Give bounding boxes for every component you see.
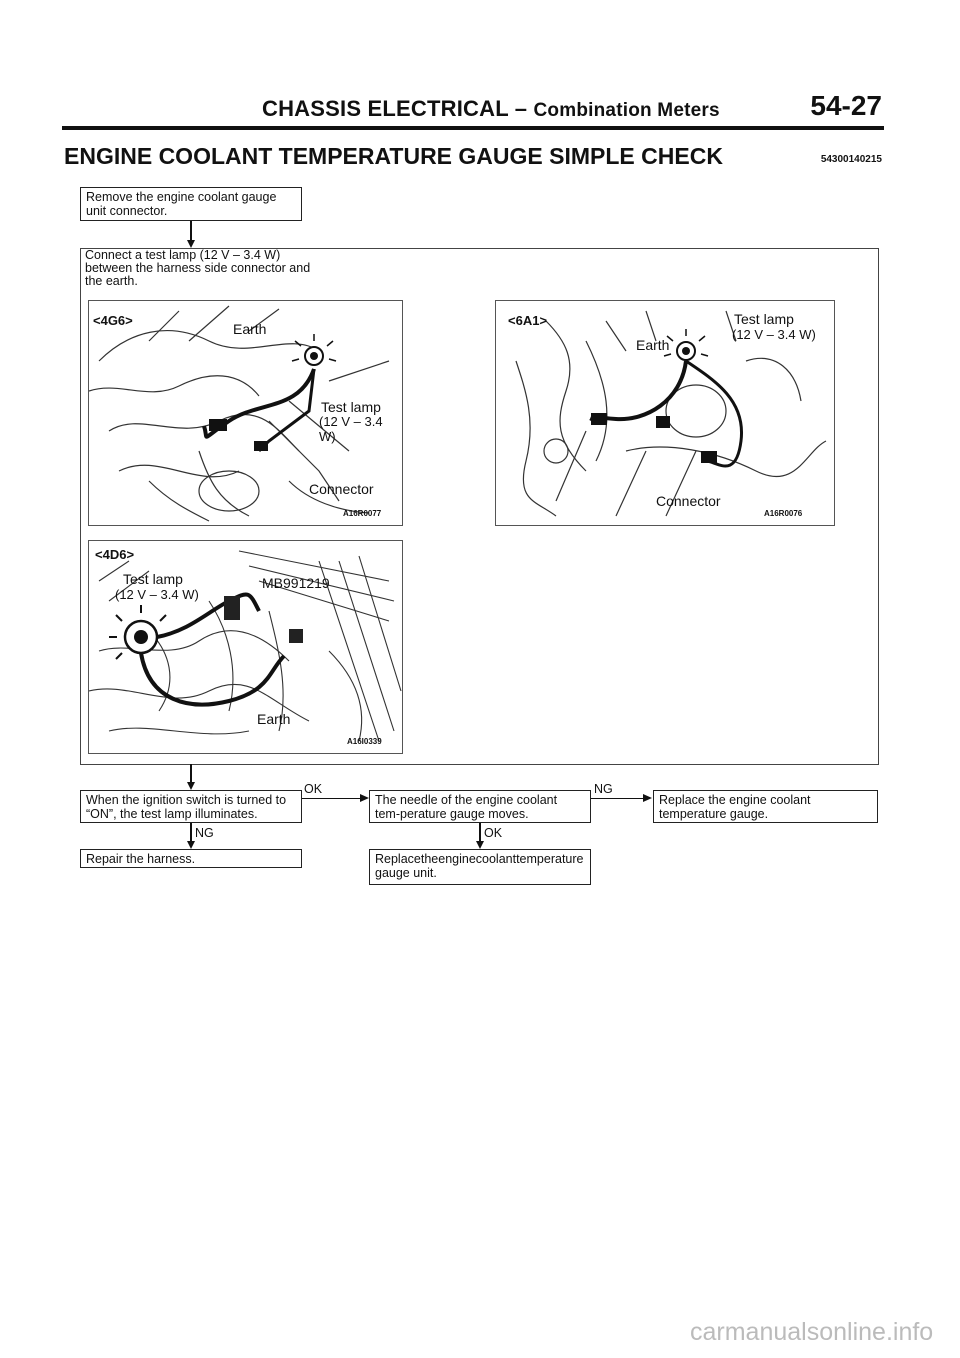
header-rule [62,126,884,130]
flow-arrowhead-2 [187,782,195,790]
flow-line-ok-1 [302,798,360,799]
figure-4g6 [88,300,403,526]
figure-6a1-test-lamp-label: Test lamp [734,311,794,327]
step-needle-check: The needle of the engine coolant tem-perature gauge moves. [369,790,591,823]
figure-4d6-code: A16I0339 [347,737,382,746]
figure-6a1-earth-label: Earth [636,337,670,353]
flow-arrowhead-ng-1 [643,794,652,802]
step-connect-test-lamp: Connect a test lamp (12 V – 3.4 W) between the harness side connector and the earth. [85,248,311,288]
figure-4d6-test-lamp-label: Test lamp [123,571,183,587]
page-number: 54-27 [810,90,882,121]
figure-4g6-test-lamp-label: Test lamp [321,399,381,415]
page-header-title [262,96,720,122]
flow-arrow-ok-2 [479,823,481,843]
footer-watermark: carmanualsonline.info [690,1318,934,1346]
figure-4d6 [88,540,403,754]
figure-4g6-tag: <4G6> [93,313,133,328]
flow-arrowhead-ok-1 [360,794,369,802]
flow-label-ok-2: OK [484,826,503,840]
section-code: 54300140215 [820,154,882,165]
figure-4g6-rating-label: (12 V – 3.4 W) [319,414,383,444]
flow-label-ok-1: OK [304,782,323,796]
flow-line-ng-1 [591,798,643,799]
flow-label-ng-1: NG [594,782,613,796]
figure-4g6-earth-label: Earth [233,321,267,337]
step-ignition-check: When the ignition switch is turned to “ON”, the test lamp illuminates. [80,790,302,823]
flow-arrowhead-ng-2 [187,841,195,849]
header-dash: – [508,96,534,121]
figure-4g6-code: A16R0077 [343,509,382,518]
step-repair-harness: Repair the harness. [80,849,302,868]
figure-4d6-rating-label: (12 V – 3.4 W) [115,587,199,602]
section-title: ENGINE COOLANT TEMPERATURE GAUGE SIMPLE CHECK [64,143,723,169]
figure-6a1-code: A16R0076 [764,509,803,518]
header-sub: Combination Meters [533,100,720,121]
figure-6a1 [495,300,835,526]
figure-4d6-earth-label: Earth [257,711,291,727]
step-remove-connector: Remove the engine coolant gauge unit connector. [80,187,302,221]
figure-6a1-rating-label: (12 V – 3.4 W) [732,327,816,342]
step-replace-gauge: Replace the engine coolant temperature gauge. [653,790,878,823]
flow-arrowhead-ok-2 [476,841,484,849]
flow-arrow-1 [190,221,192,241]
step-replace-unit: Replacetheenginecoolanttemperature gauge unit. [369,849,591,885]
figure-6a1-tag: <6A1> [508,313,548,328]
figure-4g6-connector-label: Connector [309,481,374,497]
figure-6a1-connector-label: Connector [656,493,721,509]
header-main: CHASSIS ELECTRICAL [262,96,509,121]
flow-arrow-2 [190,764,192,784]
figure-4d6-tool-label: MB991219 [262,575,330,591]
figure-4d6-tag: <4D6> [95,547,135,562]
flow-label-ng-2: NG [195,826,214,840]
flow-arrow-ng-2 [190,823,192,843]
flow-arrowhead-1 [187,240,195,248]
